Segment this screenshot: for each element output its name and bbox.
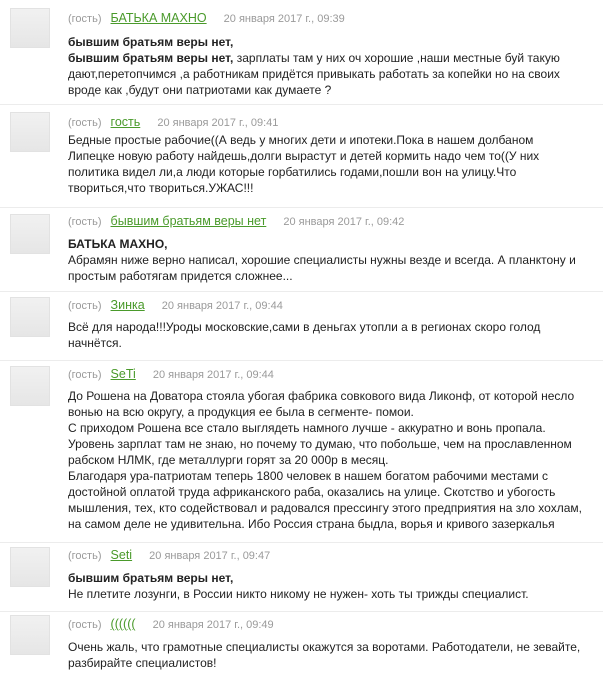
comment-addressee: бывшим братьям веры нет, [68,35,234,49]
comment-text-line: Не плетите лозунги, в России никто никому не нужен- хоть ты трижды специалист. [68,587,529,601]
avatar[interactable] [10,547,50,587]
comment-item [0,104,603,208]
comment-date: 20 января 2017 г., 09:44 [161,300,283,312]
comment-body [68,639,590,671]
comment-body [68,34,590,98]
comment-body [68,388,590,532]
comment-date: 20 января 2017 г., 09:39 [223,13,345,25]
comment-text-line: Липецке новую работу найдешь,долги вырастут и детей кормить надо чем то((У них [68,149,540,163]
comment-item [0,542,603,612]
comment-text-line: начнётся. [68,336,122,350]
comment-text-line: Очень жаль, что грамотные специалисты окажутся за воротами. Работодатели, не зевайте, [68,640,581,654]
comment-author-link[interactable]: SeTi [110,367,136,381]
comment-item [0,360,603,543]
comment-date: 20 января 2017 г., 09:49 [152,619,274,631]
avatar[interactable] [10,214,50,254]
comment-text-line: разбирайте специалистов! [68,656,217,670]
comment-addressee: бывшим братьям веры нет, [68,571,234,585]
comment-role: (гость) [68,117,102,129]
comment-text-line: политика видел ли,а люди которые горбатились годами,пошли вон на улицу.Что [68,165,517,179]
comment-body [68,319,590,351]
comment-item [0,207,603,292]
avatar[interactable] [10,112,50,152]
comment-role: (гость) [68,216,102,228]
comment-body [68,236,590,284]
comment-role: (гость) [68,300,102,312]
comment-inline-addressee: бывшим братьям веры нет, [68,51,234,65]
comment-role: (гость) [68,619,102,631]
comment-text-line: дают,перетопчимся ,а работникам придётся привыкать работать за копейки но на своих [68,67,560,81]
comment-text-line: Абрамян ниже верно написал, хорошие специалисты нужны везде и всегда. А планктону и [68,253,576,267]
comment-author-link[interactable]: бывшим братьям веры нет [110,214,267,228]
comment-text-line: вонью на всю округу, а продукция ее была в сегменте- помои. [68,405,414,419]
comment-item [0,611,603,685]
comment-text-line: простым работягам придется сложнее... [68,269,293,283]
comment-text-line: мышления, тех, кто содействовал и радовался прессингу этого предприятия на зло хохлам, [68,501,582,515]
comment-item [0,0,603,105]
comment-date: 20 января 2017 г., 09:47 [149,550,271,562]
comment-text-line: рабском НЛМК, где металлурги горят за 20 000р в месяц. [68,453,389,467]
comment-item [0,291,603,361]
comment-body [68,570,590,602]
comment-body [68,132,590,196]
comment-addressee: БАТЬКА МАХНО, [68,237,168,251]
comment-text-line: твориться,что твориться.УЖАС!!! [68,181,254,195]
comment-author-link[interactable]: БАТЬКА МАХНО [110,11,207,25]
comment-text-line: Бедные простые рабочие((А ведь у многих дети и ипотеки.Пока в нашем долбаном [68,133,534,147]
comment-role: (гость) [68,369,102,381]
comment-text-line: вроде как ,будут они патриотами как думаете ? [68,83,332,97]
comment-text-line: на самом деле не удивительна. Ибо Россия страна быдла, ворья и кривого зазеркалья [68,517,555,531]
comment-date: 20 января 2017 г., 09:44 [152,369,274,381]
comment-text-line: С приходом Рошена все стало выглядеть намного лучше - аккуратно и вонь пропала. [68,421,546,435]
avatar[interactable] [10,8,50,48]
comment-text-line-rest: зарплаты там у них оч хорошие ,наши местные буй такую [233,51,560,65]
comment-role: (гость) [68,13,102,25]
comment-date: 20 января 2017 г., 09:41 [157,117,279,129]
comment-text-line: Уровень зарплат там не знаю, но почему то думаю, что побольше, чем на прославленном [68,437,572,451]
avatar[interactable] [10,366,50,406]
comment-author-link[interactable]: (((((( [110,617,136,631]
comment-role: (гость) [68,550,102,562]
comment-author-link[interactable]: Seti [110,548,133,562]
comment-text-line: До Рошена на Доватора стояла убогая фабрика совкового вида Ликонф, от которой несло [68,389,575,403]
comment-date: 20 января 2017 г., 09:42 [283,216,405,228]
comment-author-link[interactable]: Зинка [110,298,145,312]
avatar[interactable] [10,615,50,655]
comment-text-line: достойной оплатой труда африканского раба, оказались на улице. Скотство и убогость [68,485,556,499]
comment-author-link[interactable]: гость [110,115,141,129]
avatar[interactable] [10,297,50,337]
comment-text-line: Всё для народа!!!Уроды московские,сами в деньгах утопли а в регионах скоро голод [68,320,541,334]
comment-text-line: Благодаря ура-патриотам теперь 1800 человек в нашем богатом рабочими местами с [68,469,549,483]
